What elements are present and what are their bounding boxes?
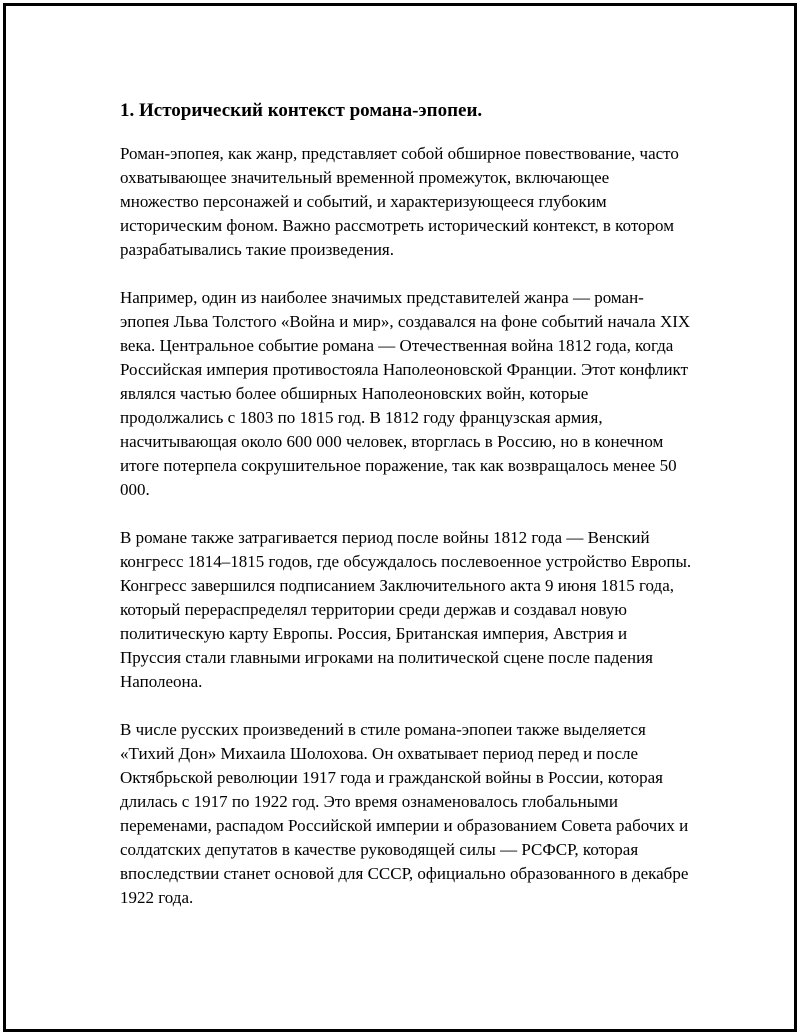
document-body	[120, 98, 692, 934]
section-heading: 1. Исторический контекст романа-эпопеи.	[120, 100, 483, 121]
paragraph-genre-definition: Роман-эпопея, как жанр, представляет собой обширное повествование, часто охватывающее значительный временной промежуток, включающее множество персонажей и событий, и характеризующееся глубоким историческим фоном. Важно рассмотреть исторический контекст, в котором разрабатывались такие произведения.	[120, 144, 679, 259]
paragraph-vienna-congress: В романе также затрагивается период после войны 1812 года — Венский конгресс 1814–1815 годов, где обсуждалось послевоенное устройство Европы. Конгресс завершился подписанием Заключительного акта 9 июня 1815 года, который перераспределял территории среди держав и создавал новую политическую карту Европы. Россия, Британская империя, Австрия и Пруссия стали главными игроками на политической сцене после падения Наполеона.	[120, 528, 692, 691]
paragraph-war-and-peace: Например, один из наиболее значимых представителей жанра — роман-эпопея Льва Толстого «Война и мир», создавался на фоне событий начала XIX века. Центральное событие романа — Отечественная война 1812 года, когда Российская империя противостояла Наполеоновской Франции. Этот конфликт являлся частью более обширных Наполеоновских войн, которые продолжались с 1803 по 1815 год. В 1812 году французская армия, насчитывающая около 600 000 человек, вторглась в Россию, но в конечном итоге потерпела сокрушительное поражение, так как возвращалось менее 50 000.	[120, 288, 691, 499]
document-page	[3, 3, 797, 1032]
paragraph-quiet-don: В числе русских произведений в стиле романа-эпопеи также выделяется «Тихий Дон» Михаила Шолохова. Он охватывает период перед и после Октябрьской революции 1917 года и гражданской войны в России, которая длилась с 1917 по 1922 год. Это время ознаменовалось глобальными переменами, распадом Российской империи и образованием Совета рабочих и солдатских депутатов в качестве руководящей силы — РСФСР, которая впоследствии станет основой для СССР, официально образованного в декабре 1922 года.	[120, 720, 689, 907]
